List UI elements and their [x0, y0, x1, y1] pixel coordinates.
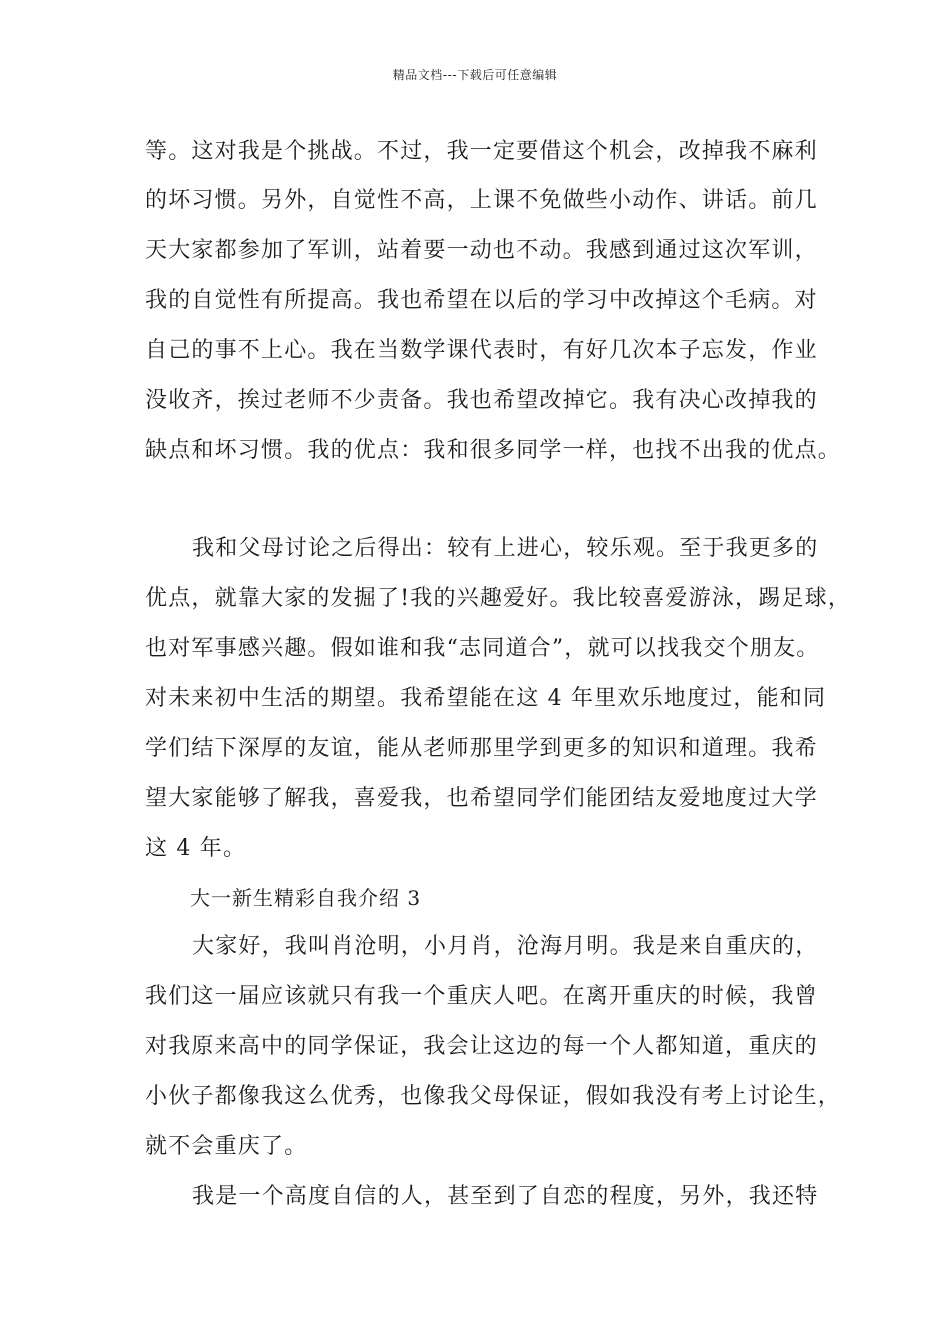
body-line-8: 我和父母讨论之后得出：较有上进心，较乐观。至于我更多的	[192, 536, 819, 561]
page-header: 精品文档---下载后可任意编辑	[392, 68, 558, 82]
body-line-17: 对我原来高中的同学保证，我会让这边的每一个人都知道，重庆的	[145, 1034, 818, 1059]
body-line-16: 我们这一届应该就只有我一个重庆人吧。在离开重庆的时候，我曾	[145, 984, 818, 1009]
body-line-14: 这 4 年。	[145, 836, 247, 861]
body-line-13: 望大家能够了解我，喜爱我，也希望同学们能团结友爱地度过大学	[145, 786, 818, 811]
body-line-6: 没收齐，挨过老师不少责备。我也希望改掉它。我有决心改掉我的	[145, 388, 818, 413]
body-line-2: 的坏习惯。另外，自觉性不高，上课不免做些小动作、讲话。前几	[145, 188, 818, 213]
body-line-4: 我的自觉性有所提高。我也希望在以后的学习中改掉这个毛病。对	[145, 288, 818, 313]
body-line-15: 大家好，我叫肖沧明，小月肖，沧海月明。我是来自重庆的，	[192, 934, 819, 959]
section-heading: 大一新生精彩自我介绍 3	[190, 886, 422, 910]
body-line-5: 自己的事不上心。我在当数学课代表时，有好几次本子忘发，作业	[145, 338, 818, 363]
body-line-18: 小伙子都像我这么优秀，也像我父母保证，假如我没有考上讨论生，	[145, 1084, 842, 1109]
body-line-7: 缺点和坏习惯。我的优点：我和很多同学一样，也找不出我的优点。	[145, 438, 842, 463]
body-line-9: 优点，就靠大家的发掘了!我的兴趣爱好。我比较喜爱游泳，踢足球，	[145, 586, 852, 611]
body-line-20: 我是一个高度自信的人，甚至到了自恋的程度，另外，我还特	[192, 1184, 819, 1209]
body-line-1: 等。这对我是个挑战。不过，我一定要借这个机会，改掉我不麻利	[145, 139, 818, 164]
body-line-10: 也对军事感兴趣。假如谁和我“志同道合”，就可以找我交个朋友。	[145, 636, 820, 661]
body-line-11: 对未来初中生活的期望。我希望能在这 4 年里欢乐地度过，能和同	[145, 686, 827, 711]
body-line-19: 就不会重庆了。	[145, 1134, 308, 1159]
body-line-12: 学们结下深厚的友谊，能从老师那里学到更多的知识和道理。我希	[145, 736, 818, 761]
body-line-3: 天大家都参加了军训，站着要一动也不动。我感到通过这次军训，	[145, 238, 818, 263]
